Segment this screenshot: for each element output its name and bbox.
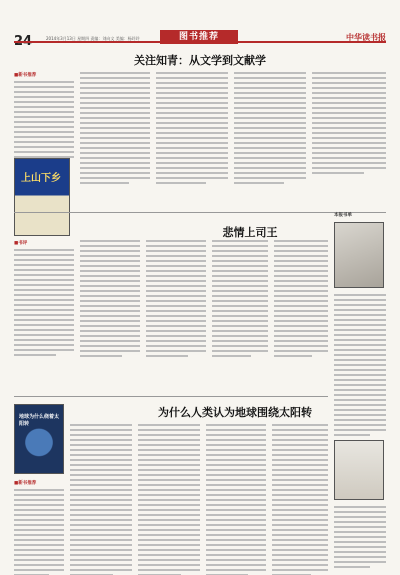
- article-2-col-3: [146, 240, 206, 360]
- article-title-1: 关注知青：从文学到文献学: [134, 54, 266, 67]
- article-3-col-4: [206, 424, 266, 575]
- book-cover-2: [334, 222, 384, 288]
- article-1-col-1: [14, 72, 74, 166]
- column-label: ■书评: [14, 241, 28, 246]
- book-cover-1: [14, 158, 70, 236]
- article-2-col-2: [80, 240, 140, 360]
- divider: [14, 212, 386, 213]
- issue-meta: 2014年3月13日 星期四 责编：刘向文 美编：杨玲玲: [46, 36, 140, 41]
- article-2-col-4: [212, 240, 268, 360]
- book-cover-4: [334, 440, 384, 500]
- article-3-col-1: [14, 480, 64, 575]
- article-title-2: 悲情上司王: [222, 226, 278, 239]
- article-3-col-3: [138, 424, 200, 575]
- page-number: 24: [14, 34, 33, 49]
- article-2-col-1: [14, 240, 74, 359]
- article-3-col-5: [272, 424, 328, 575]
- article-2-col-5: [274, 240, 328, 360]
- article-1-col-5: [312, 72, 386, 177]
- book-cover-3-title: 地球为什么绕着太阳转: [19, 414, 60, 427]
- masthead-logo: 中华读书报: [346, 32, 386, 42]
- sidebar-text-2: [334, 506, 386, 571]
- article-1-col-4: [234, 72, 306, 187]
- column-label: ■新书推荐: [14, 481, 37, 486]
- sidebar-text: [334, 294, 386, 439]
- article-title-3: 为什么人类认为地球围绕太阳转: [158, 406, 312, 419]
- article-1-col-3: [156, 72, 228, 187]
- column-label: ■新书推荐: [14, 73, 37, 78]
- book-cover-3: [14, 404, 64, 474]
- sidebar-label: 本报书单: [334, 213, 352, 218]
- page-header: [0, 0, 400, 49]
- article-3-col-2: [70, 424, 132, 575]
- article-1-col-2: [80, 72, 150, 187]
- divider: [14, 396, 328, 397]
- book-cover-1-title: 上山下乡: [21, 173, 61, 184]
- section-title: 图书推荐: [160, 30, 238, 44]
